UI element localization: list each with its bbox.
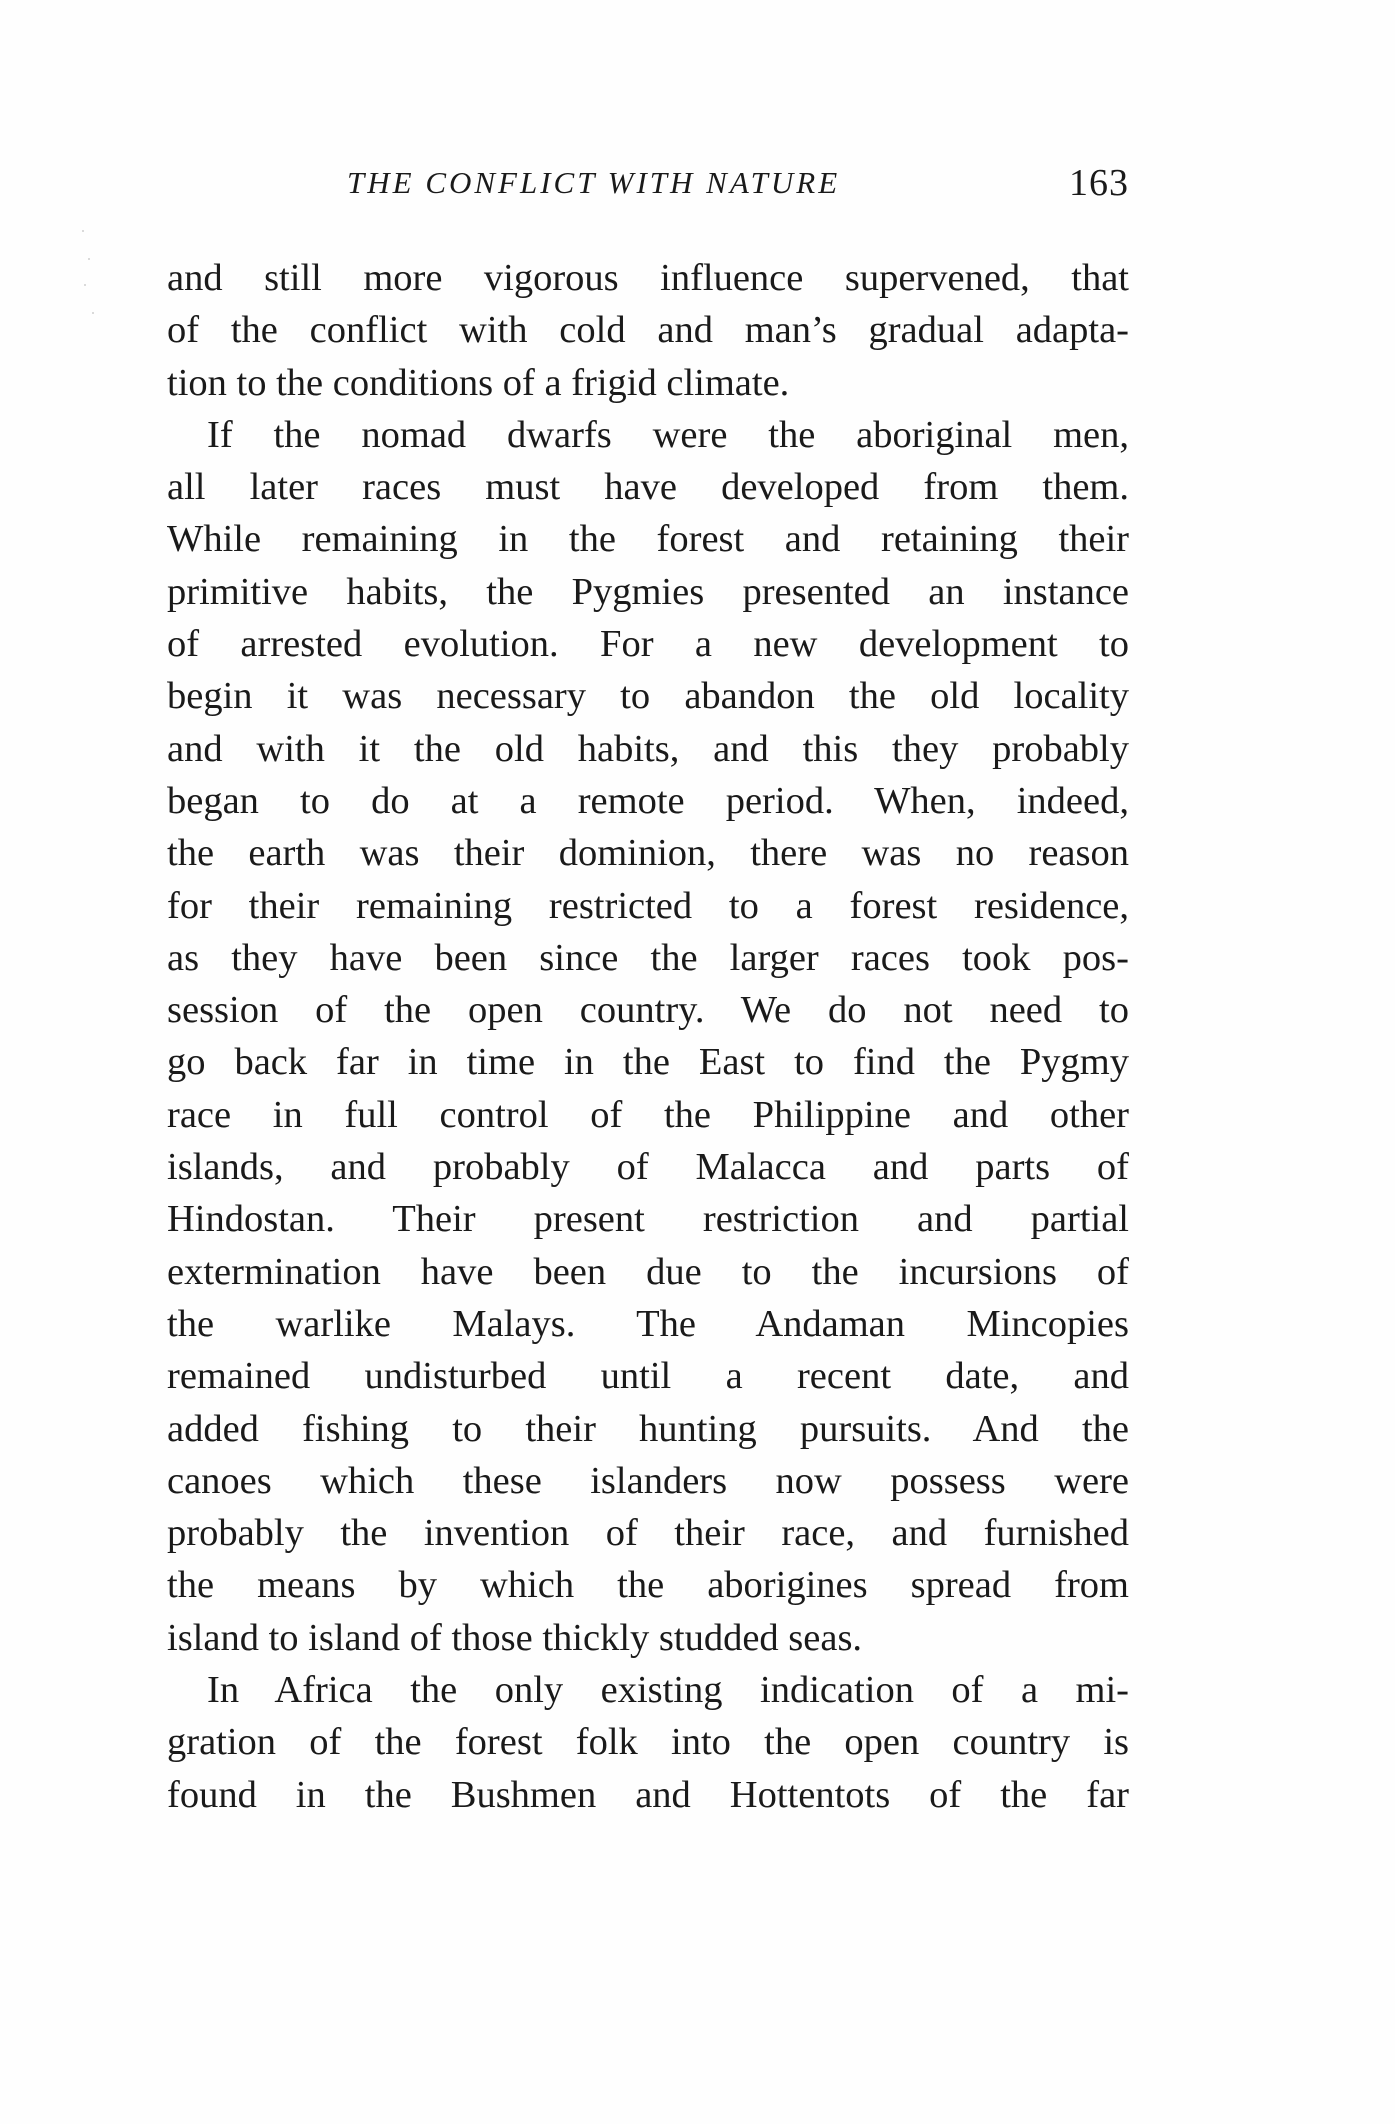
text-line: Hindostan. Their present restriction and partial xyxy=(167,1198,1129,1241)
text-line: as they have been since the larger races took pos- xyxy=(167,936,1129,979)
text-line: probably the invention of their race, and furnished xyxy=(167,1512,1129,1555)
body-text xyxy=(167,252,1129,1821)
text-line: found in the Bushmen and Hottentots of the far xyxy=(167,1773,1129,1816)
text-line: and with it the old habits, and this they probably xyxy=(167,727,1129,770)
running-head xyxy=(167,158,1129,208)
text-line: islands, and probably of Malacca and parts of xyxy=(167,1146,1129,1189)
text-line: session of the open country. We do not need to xyxy=(167,989,1129,1032)
paper-specks xyxy=(78,220,102,340)
speck xyxy=(84,284,86,286)
text-line: all later races must have developed from them. xyxy=(167,466,1129,509)
text-line: the means by which the aborigines spread from xyxy=(167,1564,1129,1607)
text-line: the warlike Malays. The Andaman Mincopies xyxy=(167,1302,1129,1345)
text-line: In Africa the only existing indication of a mi- xyxy=(207,1669,1129,1712)
page-number: 163 xyxy=(1069,162,1129,204)
text-line: for their remaining restricted to a forest residence, xyxy=(167,884,1129,927)
text-line: begin it was necessary to abandon the old locality xyxy=(167,675,1129,718)
text-line: began to do at a remote period. When, indeed, xyxy=(167,779,1129,822)
text-line: extermination have been due to the incursions of xyxy=(167,1250,1129,1293)
text-line: primitive habits, the Pygmies presented an instance xyxy=(167,570,1129,613)
text-line: of the conflict with cold and man’s gradual adapta- xyxy=(167,309,1129,352)
text-line: gration of the forest folk into the open country is xyxy=(167,1721,1129,1764)
text-line: canoes which these islanders now possess were xyxy=(167,1459,1129,1502)
text-line: added fishing to their hunting pursuits. And the xyxy=(167,1407,1129,1450)
speck xyxy=(92,312,94,314)
speck xyxy=(88,258,90,260)
text-line: go back far in time in the East to find the Pygmy xyxy=(167,1041,1129,1084)
text-line: race in full control of the Philippine and other xyxy=(167,1093,1129,1136)
speck xyxy=(82,230,84,232)
text-line: tion to the conditions of a frigid climate. xyxy=(167,361,790,404)
text-line: the earth was their dominion, there was no reason xyxy=(167,832,1129,875)
text-line: island to island of those thickly studded seas. xyxy=(167,1616,863,1659)
running-head-title: THE CONFLICT WITH NATURE xyxy=(347,165,841,200)
text-line: and still more vigorous influence supervened, that xyxy=(167,257,1129,299)
text-line: of arrested evolution. For a new development to xyxy=(167,623,1129,666)
text-line: remained undisturbed until a recent date, and xyxy=(167,1355,1129,1398)
text-line: While remaining in the forest and retaining their xyxy=(167,518,1129,561)
text-line: If the nomad dwarfs were the aboriginal men, xyxy=(207,413,1129,456)
